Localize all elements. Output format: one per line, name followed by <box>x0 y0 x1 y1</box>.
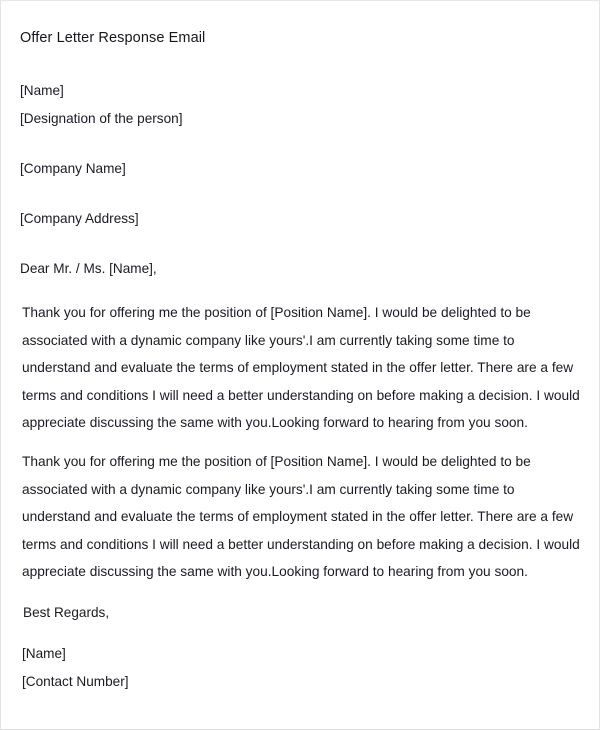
signature-block <box>20 640 580 696</box>
document-title: Offer Letter Response Email <box>20 30 206 46</box>
signature-name: [Name] <box>22 645 66 661</box>
salutation: Dear Mr. / Ms. [Name], <box>20 261 157 276</box>
body-paragraph: Thank you for offering me the position of [Position Name]. I would be delighted to be associated with a dynamic company like yours'.I am currently taking some time to understand and evaluate the terms of employment stated in the offer letter. There are a few terms and conditions I will need a better understanding on before making a decision. I would appreciate discussing the same with you.Looking forward to hearing from you soon. <box>22 305 580 431</box>
recipient-designation: [Designation of the person] <box>20 111 183 126</box>
body-paragraph: Thank you for offering me the position of [Position Name]. I would be delighted to be associated with a dynamic company like yours'.I am currently taking some time to understand and evaluate the terms of employment stated in the offer letter. There are a few terms and conditions I will need a better understanding on before making a decision. I would appreciate discussing the same with you.Looking forward to hearing from you soon. <box>22 453 580 580</box>
closing-salutation: Best Regards, <box>23 604 110 620</box>
recipient-company-address: [Company Address] <box>20 211 139 226</box>
recipient-address-block <box>20 77 580 233</box>
document-body <box>1 1 599 696</box>
signature-contact-number: [Contact Number] <box>22 673 129 689</box>
recipient-company-name: [Company Name] <box>20 161 126 176</box>
recipient-name: [Name] <box>20 83 64 98</box>
